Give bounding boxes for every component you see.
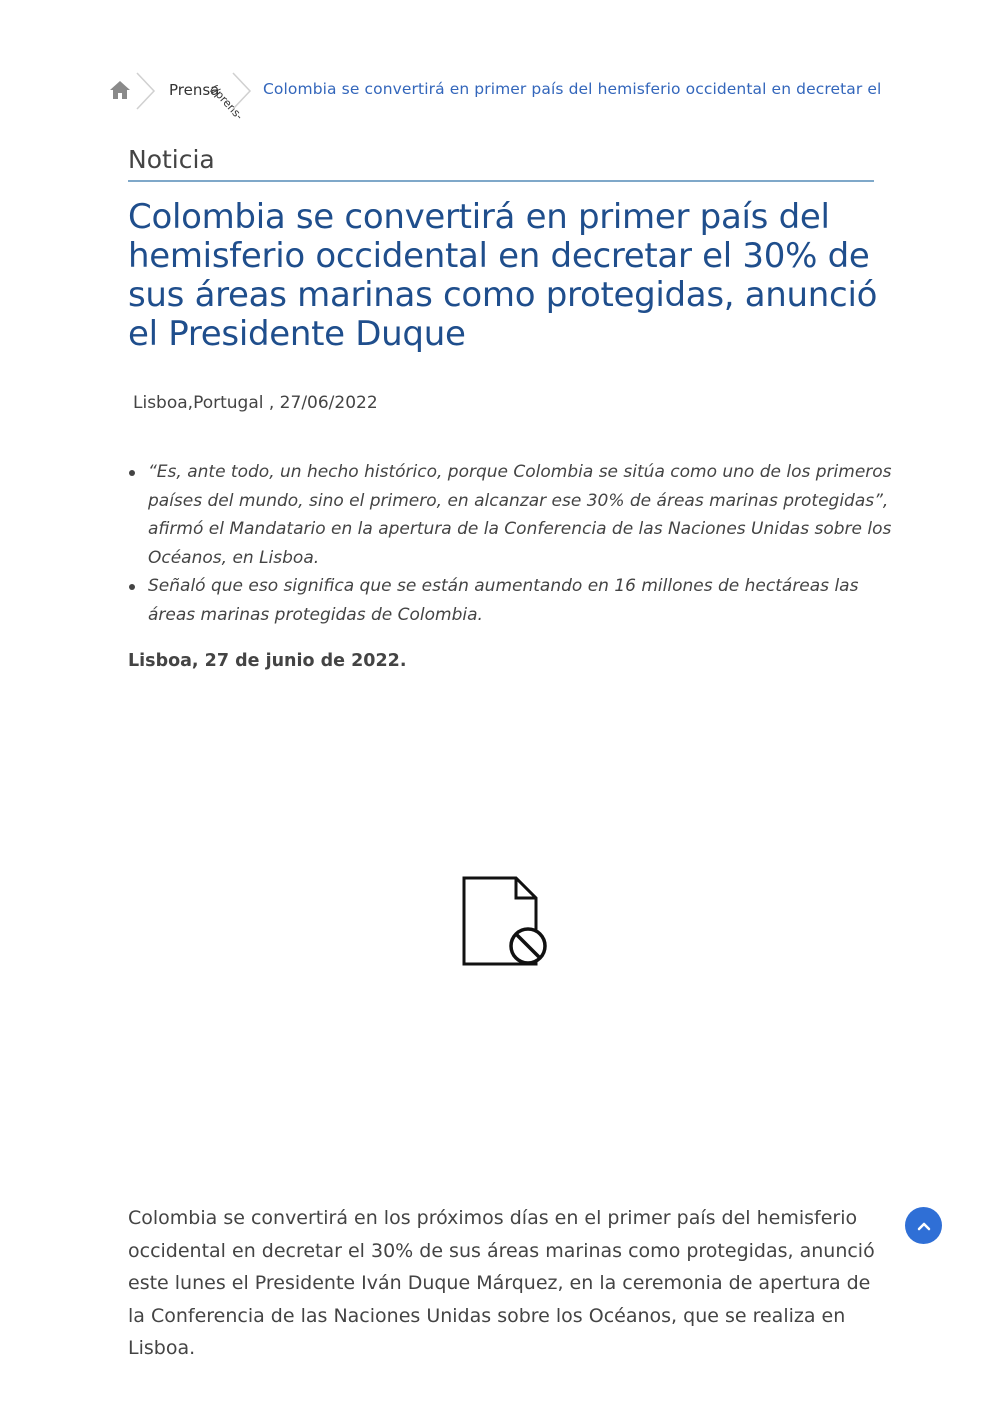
article-body-paragraph: Colombia se convertirá en los próximos días en el primer país del hemisferio occidental en decretar el 30% de sus áreas marinas como protegidas, anunció este lunes el Presidente Iván Duque Márquez, en la ceremonia de apertura de la Conferencia de las Naciones Unidas sobre los Océanos, que se realiza en Lisboa. (128, 1207, 875, 1359)
home-icon[interactable] (108, 78, 132, 102)
back-to-top-button[interactable] (905, 1207, 942, 1244)
highlight-item: “Es, ante todo, un hecho histórico, porque Colombia se sitúa como uno de los primeros países del mundo, sino el primero, en alcanzar ese 30% de áreas marinas protegidas”, afirmó el Mandatario en la apertura de la Conferencia de las Naciones Unidas sobre los Océanos, en Lisboa. (148, 458, 906, 572)
section-label: Noticia (128, 145, 215, 174)
highlight-item: Señaló que eso significa que se están aumentando en 16 millones de hectáreas las áreas marinas protegidas de Colombia. (148, 572, 906, 629)
section-divider (128, 180, 874, 182)
chevron-up-icon (917, 1221, 931, 1231)
article-highlights (128, 458, 906, 629)
breadcrumb-separator-icon (135, 72, 157, 110)
breadcrumb-separator-icon (231, 72, 253, 110)
breadcrumb (108, 72, 908, 123)
breadcrumb-prensa-link[interactable]: Prensa (169, 81, 220, 99)
embedded-media-placeholder (128, 700, 874, 1160)
article-place-date: Lisboa, 27 de junio de 2022. (128, 651, 407, 671)
article-dateline: Lisboa,Portugal , 27/06/2022 (133, 393, 378, 413)
breadcrumb-slug-fragment: (/prens- (207, 82, 246, 123)
article-title: Colombia se convertirá en primer país del hemisferio occidental en decretar el 30% de sus áreas marinas como protegidas, anunció el Presidente Duque (128, 197, 878, 354)
breadcrumb-current-link[interactable]: Colombia se convertirá en primer país del hemisferio occidental en decretar el (263, 80, 882, 98)
blocked-file-icon (462, 876, 552, 972)
